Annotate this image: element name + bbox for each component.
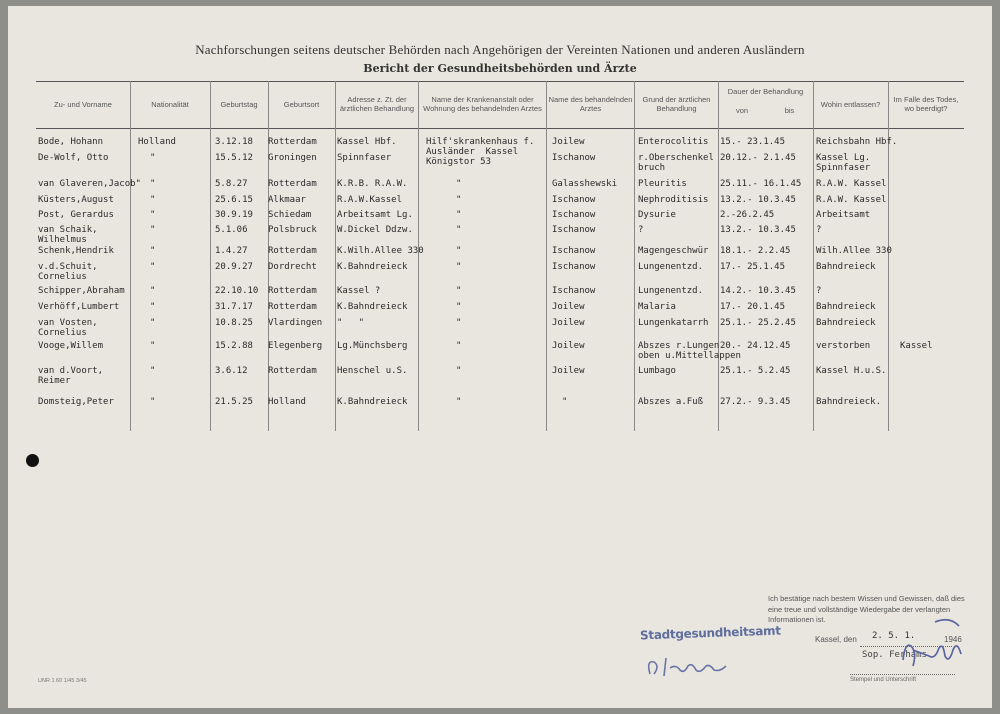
column-divider bbox=[813, 81, 814, 431]
column-divider bbox=[546, 81, 547, 431]
cell-birthdate: 30.9.19 bbox=[215, 210, 253, 220]
cell-nationality: " bbox=[150, 366, 156, 376]
cell-name: Domsteig,Peter bbox=[38, 397, 114, 407]
cell-address: Arbeitsamt Lg. bbox=[337, 210, 413, 220]
cell-released-to: Bahndreieck. bbox=[816, 397, 882, 407]
column-divider bbox=[718, 81, 719, 431]
cell-nationality: " bbox=[150, 179, 156, 189]
cell-nationality: " bbox=[150, 225, 156, 235]
cell-released-to: Bahndreieck bbox=[816, 302, 876, 312]
cell-birthplace: Rotterdam bbox=[268, 246, 317, 256]
cell-name: Küsters,August bbox=[38, 195, 114, 205]
column-divider bbox=[335, 81, 336, 431]
cell-reason: Lumbago bbox=[638, 366, 676, 376]
cell-released-to: Wilh.Allee 330 bbox=[816, 246, 892, 256]
cell-doctor: Joilew bbox=[552, 318, 585, 328]
cell-duration: 13.2.- 10.3.45 bbox=[720, 195, 796, 205]
cell-hospital: " bbox=[456, 397, 462, 407]
cell-hospital: " bbox=[456, 366, 462, 376]
cell-released-to: Arbeitsamt bbox=[816, 210, 871, 220]
cell-doctor: Joilew bbox=[552, 341, 585, 351]
cell-duration: 15.- 23.1.45 bbox=[720, 137, 786, 147]
header-duration: Dauer der Behandlung bbox=[727, 87, 804, 96]
cell-doctor: Ischanow bbox=[552, 210, 596, 220]
cell-doctor: Ischanow bbox=[552, 153, 596, 163]
cell-hospital: " bbox=[456, 302, 462, 312]
cell-name: van Glaveren,Jacob" bbox=[38, 179, 141, 189]
page-subtitle: Bericht der Gesundheitsbehörden und Ärzte bbox=[363, 62, 637, 75]
cell-nationality: " bbox=[150, 286, 156, 296]
cell-birthplace: Rotterdam bbox=[268, 302, 317, 312]
cell-birthplace: Alkmaar bbox=[268, 195, 306, 205]
handwritten-initials bbox=[640, 644, 740, 684]
cell-duration: 18.1.- 2.2.45 bbox=[720, 246, 791, 256]
cell-nationality: " bbox=[150, 246, 156, 256]
cell-name: Schipper,Abraham bbox=[38, 286, 125, 296]
cell-hospital: " bbox=[456, 286, 462, 296]
cell-birthdate: 3.6.12 bbox=[215, 366, 248, 376]
cell-address: " " bbox=[337, 318, 365, 328]
column-divider bbox=[210, 81, 211, 431]
page-title: Nachforschungen seitens deutscher Behörden nach Angehörigen der Vereinten Nationen und anderen Ausländern bbox=[195, 42, 805, 57]
cell-duration: 17.- 25.1.45 bbox=[720, 262, 786, 272]
cell-birthdate: 10.8.25 bbox=[215, 318, 253, 328]
cell-birthdate: 3.12.18 bbox=[215, 137, 253, 147]
cell-birthdate: 15.5.12 bbox=[215, 153, 253, 163]
cell-reason: Malaria bbox=[638, 302, 676, 312]
year-value: 1946 bbox=[944, 635, 962, 644]
column-divider bbox=[634, 81, 635, 431]
cell-birthplace: Schiedam bbox=[268, 210, 312, 220]
cell-reason: Dysurie bbox=[638, 210, 676, 220]
column-divider bbox=[418, 81, 419, 431]
cell-hospital: " bbox=[456, 195, 462, 205]
cell-hospital: " bbox=[456, 210, 462, 220]
cell-reason: Lungenkatarrh bbox=[638, 318, 709, 328]
cell-birthplace: Polsbruck bbox=[268, 225, 317, 235]
column-divider bbox=[130, 81, 131, 431]
cell-doctor: Ischanow bbox=[552, 262, 596, 272]
cell-birthdate: 15.2.88 bbox=[215, 341, 253, 351]
cell-reason: r.Oberschenkel bruch bbox=[638, 153, 714, 173]
cell-hospital: " bbox=[456, 225, 462, 235]
cell-duration: 20.- 24.12.45 bbox=[720, 341, 791, 351]
header-duration-to: bis bbox=[784, 105, 795, 115]
cell-name: Schenk,Hendrik bbox=[38, 246, 114, 256]
cell-birthdate: 25.6.15 bbox=[215, 195, 253, 205]
cell-released-to: Kassel H.u.S. bbox=[816, 366, 887, 376]
cell-nationality: " bbox=[150, 397, 156, 407]
cell-duration: 14.2.- 10.3.45 bbox=[720, 286, 796, 296]
punch-hole bbox=[26, 454, 39, 467]
cell-duration: 17.- 20.1.45 bbox=[720, 302, 786, 312]
cell-address: K.Bahndreieck bbox=[337, 302, 408, 312]
cell-duration: 25.1.- 5.2.45 bbox=[720, 366, 791, 376]
cell-doctor: " bbox=[562, 397, 568, 407]
cell-name: De-Wolf, Otto bbox=[38, 153, 109, 163]
cell-duration: 20.12.- 2.1.45 bbox=[720, 153, 796, 163]
cell-birthdate: 22.10.10 bbox=[215, 286, 259, 296]
header-birthplace: Geburtsort bbox=[283, 99, 320, 109]
header-duration-from: von bbox=[735, 105, 749, 115]
header-name: Zu- und Vorname bbox=[54, 99, 112, 109]
cell-birthplace: Groningen bbox=[268, 153, 317, 163]
cell-doctor: Ischanow bbox=[552, 195, 596, 205]
cell-duration: 25.11.- 16.1.45 bbox=[720, 179, 802, 189]
cell-birthplace: Holland bbox=[268, 397, 306, 407]
cell-address: Kassel Hbf. bbox=[337, 137, 397, 147]
cell-doctor: Ischanow bbox=[552, 246, 596, 256]
cell-doctor: Joilew bbox=[552, 137, 585, 147]
signature-line bbox=[850, 674, 955, 675]
cell-released-to: Bahndreieck bbox=[816, 262, 876, 272]
cell-nationality: " bbox=[150, 195, 156, 205]
cell-name: v.d.Schuit, Cornelius bbox=[38, 262, 98, 282]
cell-hospital: " bbox=[456, 246, 462, 256]
cell-doctor: Ischanow bbox=[552, 225, 596, 235]
header-birthdate: Geburtstag bbox=[220, 99, 258, 109]
cell-birthdate: 1.4.27 bbox=[215, 246, 248, 256]
signer-name: Sop. Ferhams bbox=[862, 650, 928, 660]
cell-hospital: Hilf'skrankenhaus f. Ausländer Kassel Königstor 53 bbox=[426, 137, 535, 167]
cell-address: W.Dickel Ddzw. bbox=[337, 225, 413, 235]
cell-nationality: " bbox=[150, 153, 156, 163]
cell-released-to: R.A.W. Kassel bbox=[816, 195, 887, 205]
header-nationality: Nationalität bbox=[151, 99, 189, 109]
cell-address: K.R.B. R.A.W. bbox=[337, 179, 408, 189]
table-header-rule bbox=[36, 128, 964, 129]
cell-nationality: Holland bbox=[138, 137, 176, 147]
cell-birthplace: Rotterdam bbox=[268, 366, 317, 376]
cell-duration: 25.1.- 25.2.45 bbox=[720, 318, 796, 328]
column-divider bbox=[268, 81, 269, 431]
place-date-label: Kassel, den bbox=[815, 635, 857, 644]
cell-released-to: Reichsbahn Hbf. bbox=[816, 137, 898, 147]
cell-reason: Enterocolitis bbox=[638, 137, 709, 147]
cell-released-to: R.A.W. Kassel bbox=[816, 179, 887, 189]
cell-birthdate: 20.9.27 bbox=[215, 262, 253, 272]
cell-name: Vooge,Willem bbox=[38, 341, 104, 351]
cell-reason: ? bbox=[638, 225, 644, 235]
cell-reason: Abszes r.Lungen oben u.Mittellappen bbox=[638, 341, 741, 361]
cell-reason: Magengeschwür bbox=[638, 246, 709, 256]
cell-reason: Abszes a.Fuß bbox=[638, 397, 704, 407]
cell-name: Verhöff,Lumbert bbox=[38, 302, 120, 312]
column-divider bbox=[888, 81, 889, 431]
cell-name: van d.Voort, Reimer bbox=[38, 366, 104, 386]
header-doctor: Name des behandelnden Arztes bbox=[548, 95, 633, 113]
cell-burial: Kassel bbox=[900, 341, 933, 351]
cell-birthplace: Rotterdam bbox=[268, 286, 317, 296]
cell-duration: 2.-26.2.45 bbox=[720, 210, 775, 220]
cell-doctor: Galasshewski bbox=[552, 179, 618, 189]
cell-duration: 13.2.- 10.3.45 bbox=[720, 225, 796, 235]
cell-address: K.Wilh.Allee 330 bbox=[337, 246, 424, 256]
cell-name: van Schaik, Wilhelmus bbox=[38, 225, 98, 245]
cell-reason: Lungenentzd. bbox=[638, 262, 704, 272]
cell-nationality: " bbox=[150, 341, 156, 351]
cell-birthdate: 21.5.25 bbox=[215, 397, 253, 407]
cell-address: Lg.Münchsberg bbox=[337, 341, 408, 351]
header-reason: Grund der ärztlichen Behandlung bbox=[642, 95, 711, 113]
header-burial: Im Falle des Todes, wo beerdigt? bbox=[893, 95, 959, 113]
cell-nationality: " bbox=[150, 318, 156, 328]
cell-hospital: " bbox=[456, 341, 462, 351]
cell-address: K.Bahndreieck bbox=[337, 397, 408, 407]
cell-nationality: " bbox=[150, 262, 156, 272]
cell-hospital: " bbox=[456, 179, 462, 189]
cell-released-to: ? bbox=[816, 225, 822, 235]
date-value: 2. 5. 1. bbox=[872, 631, 916, 641]
handwritten-signature bbox=[895, 612, 970, 674]
cell-reason: Nephroditisis bbox=[638, 195, 709, 205]
cell-reason: Lungenentzd. bbox=[638, 286, 704, 296]
cell-name: Bode, Hohann bbox=[38, 137, 104, 147]
header-hospital: Name der Krankenanstalt oder Wohnung des behandelnden Arztes bbox=[423, 95, 542, 113]
cell-birthplace: Rotterdam bbox=[268, 179, 317, 189]
cell-birthdate: 5.1.06 bbox=[215, 225, 248, 235]
cell-birthdate: 31.7.17 bbox=[215, 302, 253, 312]
cell-doctor: Joilew bbox=[552, 302, 585, 312]
cell-address: Spinnfaser bbox=[337, 153, 392, 163]
cell-address: K.Bahndreieck bbox=[337, 262, 408, 272]
cell-address: Henschel u.S. bbox=[337, 366, 408, 376]
cell-address: R.A.W.Kassel bbox=[337, 195, 403, 205]
cell-released-to: Kassel Lg. Spinnfaser bbox=[816, 153, 871, 173]
cell-released-to: verstorben bbox=[816, 341, 871, 351]
cell-name: Post, Gerardus bbox=[38, 210, 114, 220]
footer-form-code: UNR 1 60 1/45 3/45 bbox=[38, 678, 87, 684]
cell-released-to: Bahndreieck bbox=[816, 318, 876, 328]
confirmation-statement: Ich bestätige nach bestem Wissen und Gewissen, daß dies eine treue und vollständige Wiedergabe der verlangten Informationen ist. bbox=[768, 594, 965, 624]
signature-label: Stempel und Unterschrift bbox=[850, 677, 917, 683]
cell-birthplace: Elegenberg bbox=[268, 341, 323, 351]
cell-birthplace: Dordrecht bbox=[268, 262, 317, 272]
cell-hospital: " bbox=[456, 262, 462, 272]
cell-hospital: " bbox=[456, 318, 462, 328]
cell-doctor: Joilew bbox=[552, 366, 585, 376]
office-stamp: Stadtgesundheitsamt bbox=[639, 623, 781, 643]
cell-name: van Vosten, Cornelius bbox=[38, 318, 98, 338]
cell-birthplace: Vlardingen bbox=[268, 318, 323, 328]
header-released-to: Wohin entlassen? bbox=[820, 99, 881, 109]
cell-birthdate: 5.8.27 bbox=[215, 179, 248, 189]
cell-doctor: Ischanow bbox=[552, 286, 596, 296]
cell-nationality: " bbox=[150, 302, 156, 312]
cell-birthplace: Rotterdam bbox=[268, 137, 317, 147]
cell-reason: Pleuritis bbox=[638, 179, 687, 189]
header-address: Adresse z. Zt. der ärztlichen Behandlung bbox=[339, 95, 415, 113]
cell-nationality: " bbox=[150, 210, 156, 220]
cell-address: Kassel ? bbox=[337, 286, 381, 296]
cell-duration: 27.2.- 9.3.45 bbox=[720, 397, 791, 407]
cell-released-to: ? bbox=[816, 286, 822, 296]
